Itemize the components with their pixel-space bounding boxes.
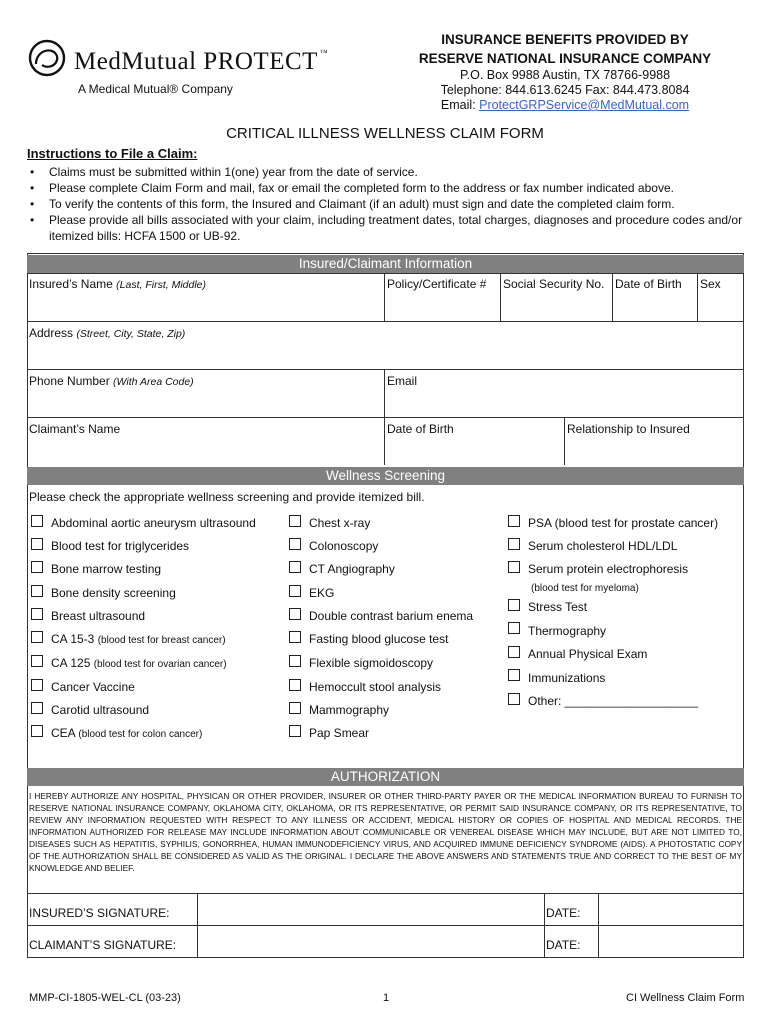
- checkbox[interactable]: [289, 608, 301, 620]
- screening-option: Annual Physical Exam: [528, 647, 648, 661]
- email-link[interactable]: ProtectGRPService@MedMutual.com: [479, 98, 690, 112]
- instructions-list: [27, 164, 747, 244]
- screening-option: Serum protein electrophoresis: [528, 562, 689, 576]
- screening-option: EKG: [309, 586, 335, 600]
- screening-option: Cancer Vaccine: [51, 680, 135, 694]
- checkbox[interactable]: [508, 669, 520, 681]
- instruction-item: • Please complete Claim Form and mail, fax or email the completed form to the address or fax number indicated above.: [27, 180, 747, 196]
- insured-dob-field[interactable]: Date of Birth: [615, 277, 682, 291]
- policy-field[interactable]: Policy/Certificate #: [387, 277, 487, 291]
- checkbox[interactable]: [31, 725, 43, 737]
- checkbox[interactable]: [289, 538, 301, 550]
- checkbox[interactable]: [31, 702, 43, 714]
- checkbox[interactable]: [31, 585, 43, 597]
- ssn-field[interactable]: Social Security No.: [503, 277, 605, 291]
- form-name: CI Wellness Claim Form: [626, 992, 745, 1004]
- screening-option: Abdominal aortic aneurysm ultrasound: [51, 516, 256, 530]
- checkbox[interactable]: [289, 561, 301, 573]
- screening-option: CA 15-3 (blood test for breast cancer): [51, 632, 226, 646]
- screening-option: Bone marrow testing: [51, 562, 162, 576]
- screening-option: PSA (blood test for prostate cancer): [528, 516, 719, 530]
- checkbox[interactable]: [508, 561, 520, 573]
- screening-option: CT Angiography: [309, 562, 395, 576]
- brand-name: MedMutual PROTECT ™: [74, 48, 329, 75]
- claimant-dob-field[interactable]: Date of Birth: [387, 422, 454, 436]
- screening-option: Serum cholesterol HDL/LDL: [528, 539, 678, 553]
- screening-option: Pap Smear: [309, 726, 370, 740]
- checkbox[interactable]: [508, 538, 520, 550]
- authorization-text: I HEREBY AUTHORIZE ANY HOSPITAL, PHYSICAN OR OTHER PROVIDER, INSURER OR OTHER THIRD-PARTY PAYER OR THE MEDICAL INFORMATION BUREAU TO FURNISH TO RESERVE NATIONAL INSURANCE COMPANY, OKLAHOMA CITY, OKLAHOMA, OR ITS REPRESENTATIVE, OR PERMIT SAID INSURANCE COMPANY, OR ITS REPRESENTATIVE, TO REVIEW ANY INFORMATION REQUESTED WITH RESPECT TO ANY ILLNESS OR ACCIDENT, MEDICAL HISTORY OR COPIES OF HOSPITAL AND MEDICAL RECORDS. THE INFORMATION AUTHORIZED FOR RELEASE MAY INCLUDE INFORMATION ABOUT COMMUNICABLE OR VENEREAL DISEASE WHICH MAY INCLUDE, BUT ARE NOT LIMITED TO, DISEASES SUCH AS HEPATITIS, SYPHILIS, GONORRHEA, HUMAN IMMUNODEFICIENCY VIRUS, AND ACQUIRED IMMUNE DEFICIENCY SYNDROME (AIDS). A PHOTOSTATIC COPY OF THE AUTHORIZATION SHALL BE CONSIDERED AS VALID AS THE ORIGINAL. I DECLARE THE ABOVE ANSWERS AND STATEMENTS TRUE AND CORRECT TO THE BEST OF MY KNOWLEDGE AND BELIEF.: [29, 791, 742, 873]
- claimant-date-label: DATE:: [546, 938, 581, 952]
- screening-option: Flexible sigmoidoscopy: [309, 656, 434, 670]
- screening-option: Breast ultrasound: [51, 609, 146, 623]
- screening-option: Carotid ultrasound: [51, 703, 150, 717]
- form-title: CRITICAL ILLNESS WELLNESS CLAIM FORM: [226, 125, 544, 142]
- claimant-signature-label: CLAIMANT’S SIGNATURE:: [29, 938, 177, 952]
- screening-option: Hemoccult stool analysis: [309, 680, 442, 694]
- phone-field[interactable]: Phone Number (With Area Code): [29, 374, 194, 388]
- checkbox[interactable]: [289, 655, 301, 667]
- screening-option: Blood test for triglycerides: [51, 539, 190, 553]
- screening-option: Stress Test: [528, 600, 588, 614]
- checkbox[interactable]: [508, 622, 520, 634]
- checkbox[interactable]: [289, 725, 301, 737]
- brand-subtitle: A Medical Mutual® Company: [78, 82, 233, 96]
- checkbox[interactable]: [289, 679, 301, 691]
- checkbox[interactable]: [289, 702, 301, 714]
- checkbox[interactable]: [31, 515, 43, 527]
- checkbox[interactable]: [289, 515, 301, 527]
- checkbox[interactable]: [508, 693, 520, 705]
- sex-field[interactable]: Sex: [700, 277, 721, 291]
- insurer-line2: RESERVE NATIONAL INSURANCE COMPANY: [418, 51, 712, 66]
- screening-option: Fasting blood glucose test: [309, 632, 449, 646]
- insurer-address: P.O. Box 9988 Austin, TX 78766-9988: [459, 68, 671, 82]
- screening-option: Bone density screening: [51, 586, 176, 600]
- screening-option: CEA (blood test for colon cancer): [51, 726, 203, 740]
- instruction-item: • Claims must be submitted within 1(one) year from the date of service.: [27, 164, 747, 180]
- checkbox[interactable]: [289, 585, 301, 597]
- wellness-instruction: Please check the appropriate wellness screening and provide itemized bill.: [29, 490, 425, 504]
- wellness-section-header: Wellness Screening: [27, 467, 744, 485]
- address-field[interactable]: Address (Street, City, State, Zip): [29, 326, 186, 340]
- screening-option: Colonoscopy: [309, 539, 379, 553]
- screening-option: Thermography: [528, 624, 607, 638]
- instruction-item: • To verify the contents of this form, the Insured and Claimant (if an adult) must sign and date the completed claim form.: [27, 196, 747, 212]
- screening-option: Chest x-ray: [309, 516, 371, 530]
- insurer-email-row: Email: ProtectGRPService@MedMutual.com: [440, 98, 690, 112]
- checkbox[interactable]: [289, 631, 301, 643]
- checkbox[interactable]: [31, 608, 43, 620]
- checkbox[interactable]: [31, 655, 43, 667]
- relationship-field[interactable]: Relationship to Insured: [567, 422, 690, 436]
- insurer-contact: [410, 30, 720, 113]
- insured-section-header: Insured/Claimant Information: [27, 255, 744, 273]
- insured-signature-label: INSURED’S SIGNATURE:: [29, 906, 170, 920]
- instructions-heading: Instructions to File a Claim:: [27, 146, 198, 161]
- checkbox[interactable]: [508, 515, 520, 527]
- screening-option: Double contrast barium enema: [309, 609, 474, 623]
- page-number: 1: [383, 992, 390, 1004]
- checkbox[interactable]: [31, 538, 43, 550]
- screening-option: Mammography: [309, 703, 390, 717]
- insured-date-label: DATE:: [546, 906, 581, 920]
- screening-option: Immunizations: [528, 671, 606, 685]
- screening-note: (blood test for myeloma): [531, 583, 639, 594]
- checkbox[interactable]: [31, 679, 43, 691]
- insured-name-field[interactable]: Insured’s Name (Last, First, Middle): [29, 277, 207, 291]
- form-code: MMP-CI-1805-WEL-CL (03-23): [29, 992, 181, 1004]
- checkbox[interactable]: [508, 599, 520, 611]
- screening-option: Other: ____________________: [528, 694, 699, 708]
- checkbox[interactable]: [508, 646, 520, 658]
- screening-option: CA 125 (blood test for ovarian cancer): [51, 656, 227, 670]
- checkbox[interactable]: [31, 561, 43, 573]
- medmutual-logo-icon: [27, 38, 67, 78]
- authorization-section-header: AUTHORIZATION: [27, 768, 744, 786]
- instruction-item: • Please provide all bills associated with your claim, including treatment dates, total charges, diagnoses and procedure codes and/or itemized bills: HCFA 1500 or UB-92.: [27, 212, 747, 244]
- checkbox[interactable]: [31, 631, 43, 643]
- insurer-line1: INSURANCE BENEFITS PROVIDED BY: [441, 32, 689, 47]
- claimant-name-field[interactable]: Claimant’s Name: [29, 422, 121, 436]
- insurer-phone: Telephone: 844.613.6245 Fax: 844.473.8084: [440, 83, 690, 97]
- email-field[interactable]: Email: [387, 374, 418, 388]
